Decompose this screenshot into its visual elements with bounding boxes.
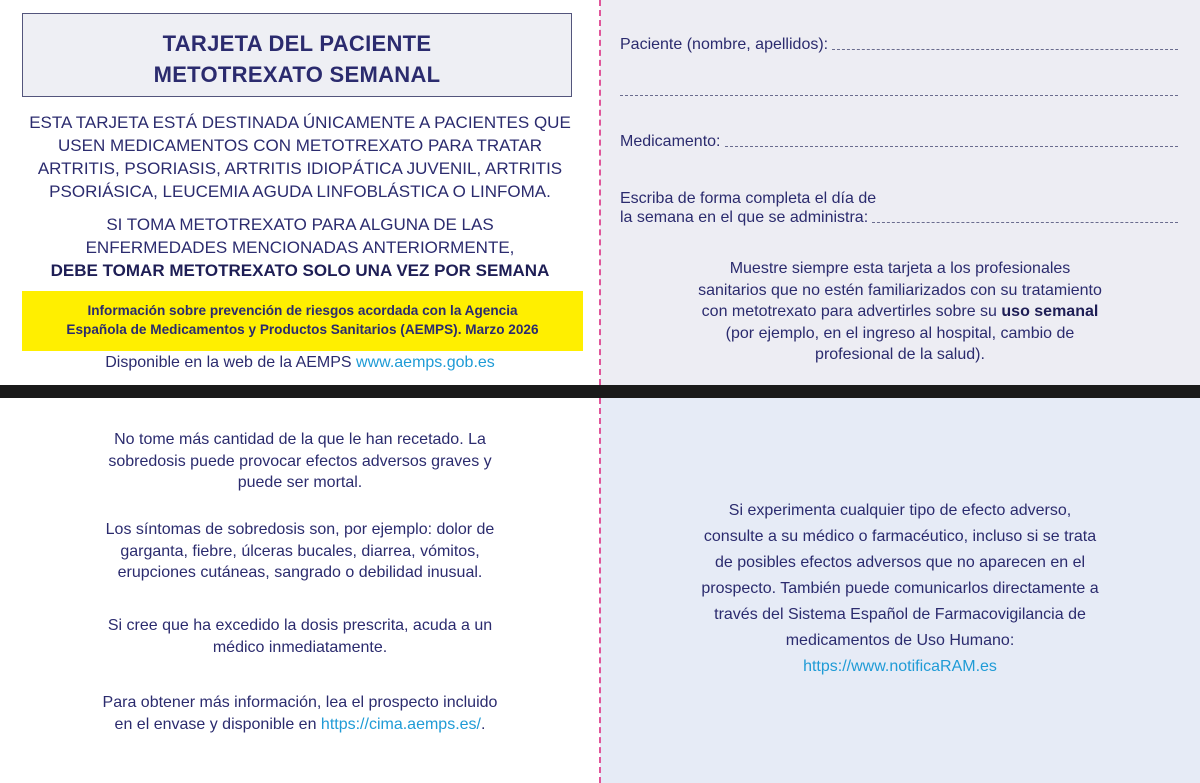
cima-link[interactable]: https://cima.aemps.es/ <box>320 715 481 733</box>
info-line: sobredosis puede provocar efectos adversos graves y <box>108 452 492 470</box>
more-info-text: en el envase y disponible en <box>114 715 317 733</box>
agency-line: Española de Medicamentos y Productos Sanitarios (AEMPS). Marzo 2026 <box>66 322 539 337</box>
weekday-first-line: Escriba de forma completa el día de <box>620 190 877 207</box>
intro-line: PSORIÁSICA, LEUCEMIA AGUDA LINFOBLÁSTICA O LINFOMA. <box>49 182 551 201</box>
agency-line: Información sobre prevención de riesgos acordada con la Agencia <box>87 303 518 318</box>
notice-line: Muestre siempre esta tarjeta a los profesionales <box>729 260 1071 277</box>
warning-line: SI TOMA METOTREXATO PARA ALGUNA DE LAS <box>106 215 494 234</box>
intro-line: ESTA TARJETA ESTÁ DESTINADA ÚNICAMENTE A PACIENTES QUE <box>29 113 571 132</box>
notice-line-start: con metotrexato para advertirles sobre su <box>701 303 997 320</box>
patient-name-line-2[interactable] <box>620 95 1178 96</box>
info-line: médico inmediatamente. <box>212 638 388 656</box>
adverse-effects-text <box>650 498 1150 680</box>
overdose-symptoms <box>35 519 565 584</box>
card-title-box <box>22 13 572 97</box>
medication-label: Medicamento: <box>620 133 721 150</box>
adverse-effects-panel <box>600 398 1200 783</box>
card-back-panel <box>600 0 1200 385</box>
notice-line: sanitarios que no estén familiarizados con su tratamiento <box>698 281 1102 299</box>
availability-text: Disponible en la web de la AEMPS <box>105 354 352 371</box>
info-line: No tome más cantidad de la que le han recetado. La <box>114 431 486 448</box>
report-line: medicamentos de Uso Humano: <box>785 632 1015 649</box>
notice-line <box>640 301 1160 323</box>
info-line: Si cree que ha excedido la dosis prescrita, acuda a un <box>107 617 493 634</box>
agency-info-banner <box>22 291 583 351</box>
intro-line: ARTRITIS, PSORIASIS, ARTRITIS IDIOPÁTICA JUVENIL, ARTRITIS <box>37 159 563 178</box>
weekly-use-emphasis: uso semanal <box>1001 303 1099 320</box>
notice-line: (por ejemplo, en el ingreso al hospital, cambio de <box>725 324 1075 342</box>
info-line: Los síntomas de sobredosis son, por ejemplo: dolor de <box>105 521 495 538</box>
medication-field[interactable] <box>620 133 1178 151</box>
weekday-label: la semana en el que se administra: <box>620 209 869 226</box>
aemps-website-link[interactable]: www.aemps.gob.es <box>356 354 495 371</box>
card-title-line2: METOTREXATO SEMANAL <box>153 62 441 87</box>
fold-line-top <box>599 0 601 385</box>
intro-text <box>20 111 580 203</box>
weekday-line <box>872 221 1178 223</box>
notificaram-link[interactable]: https://www.notificaRAM.es <box>803 658 997 675</box>
patient-name-label: Paciente (nombre, apellidos): <box>620 36 829 53</box>
overdose-warning <box>35 429 565 494</box>
overdose-info-panel <box>0 398 600 783</box>
report-line: través del Sistema Español de Farmacovigilancia de <box>714 606 1086 623</box>
weekday-field[interactable] <box>620 209 1178 227</box>
info-line: puede ser mortal. <box>237 474 363 491</box>
patient-name-field[interactable] <box>620 36 1178 54</box>
overdose-action <box>35 615 565 658</box>
report-line: Si experimenta cualquier tipo de efecto adverso, <box>728 502 1072 519</box>
period: . <box>480 715 486 733</box>
medication-line <box>725 145 1179 147</box>
report-line: consulte a su médico o farmacéutico, incluso si se trata <box>703 528 1097 545</box>
notice-line: profesional de la salud). <box>815 346 985 363</box>
info-line: Para obtener más información, lea el prospecto incluido <box>102 694 498 711</box>
weekly-warning <box>20 213 580 282</box>
warning-line: ENFERMEDADES MENCIONADAS ANTERIORMENTE, <box>85 238 515 257</box>
intro-line: USEN MEDICAMENTOS CON METOTREXATO PARA TRATAR <box>58 136 542 155</box>
patient-name-line <box>832 48 1178 50</box>
card-front-panel <box>0 0 600 385</box>
report-line: de posibles efectos adversos que no aparecen en el <box>714 554 1086 571</box>
warning-bold-line: DEBE TOMAR METOTREXATO SOLO UNA VEZ POR SEMANA <box>50 261 550 280</box>
info-line <box>35 714 565 736</box>
show-card-notice <box>640 258 1160 366</box>
more-info <box>35 692 565 735</box>
info-line: erupciones cutáneas, sangrado o debilidad inusual. <box>117 564 483 581</box>
availability-note <box>20 352 580 374</box>
info-line: garganta, fiebre, úlceras bucales, diarrea, vómitos, <box>120 542 480 560</box>
fold-line-bottom <box>599 398 601 783</box>
report-line: prospecto. También puede comunicarlos directamente a <box>701 580 1099 597</box>
card-title-line1: TARJETA DEL PACIENTE <box>162 31 432 56</box>
